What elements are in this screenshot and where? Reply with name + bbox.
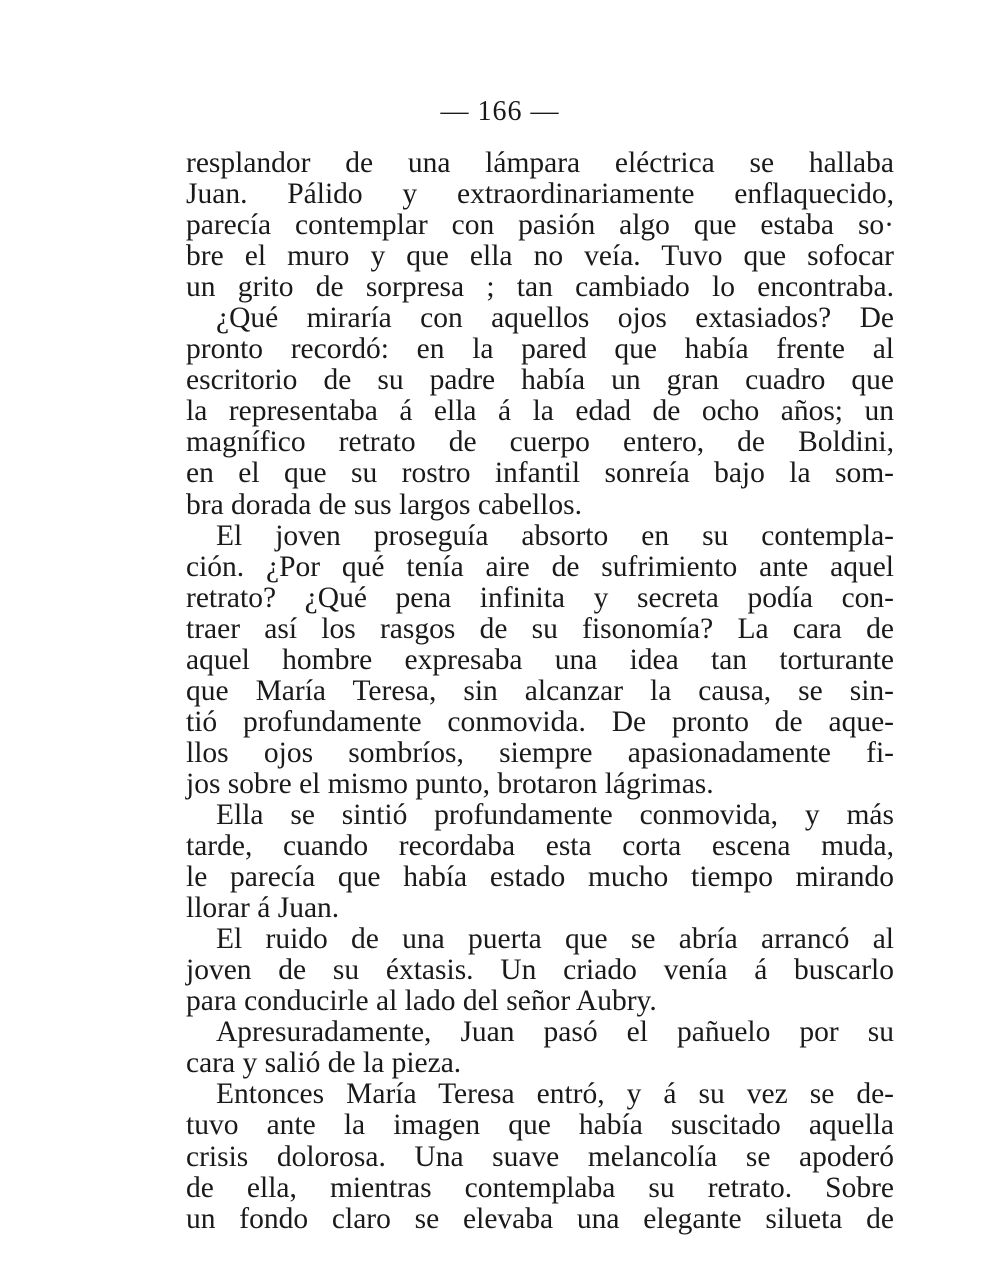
text-line: pronto recordó: en la pared que había frente al	[186, 333, 894, 366]
text-line: bra dorada de sus largos cabellos.	[186, 488, 582, 521]
text-line: joven de su éxtasis. Un criado venía á buscarlo	[186, 954, 894, 987]
text-line: resplandor de una lámpara eléctrica se hallaba	[186, 147, 894, 179]
text-line: parecía contemplar con pasión algo que estaba so·	[186, 209, 894, 242]
text-line: El ruido de una puerta que se abría arrancó al	[216, 923, 894, 956]
text-line: un fondo claro se elevaba una elegante silueta de	[186, 1202, 894, 1235]
text-line: para conducirle al lado del señor Aubry.	[186, 985, 657, 1018]
body-text	[186, 148, 894, 1235]
text-line: Apresuradamente, Juan pasó el pañuelo por su	[216, 1016, 894, 1049]
text-line: ción. ¿Por qué tenía aire de sufrimiento ante aquel	[186, 550, 894, 583]
text-line: le parecía que había estado mucho tiempo mirando	[186, 861, 894, 894]
text-line: Entonces María Teresa entró, y á su vez se de-	[216, 1078, 894, 1111]
text-line: El joven proseguía absorto en su contempla-	[216, 519, 894, 552]
page-number: — 166 —	[440, 96, 560, 127]
text-line: en el que su rostro infantil sonreía bajo la som-	[186, 457, 894, 490]
text-line: Ella se sintió profundamente conmovida, y más	[216, 798, 894, 831]
text-line: jos sobre el mismo punto, brotaron lágrimas.	[186, 767, 714, 800]
text-line: tió profundamente conmovida. De pronto de aque-	[186, 705, 894, 738]
text-line: retrato? ¿Qué pena infinita y secreta podía con-	[186, 581, 894, 614]
text-line: de ella, mientras contemplaba su retrato. Sobre	[186, 1171, 894, 1204]
text-line: magnífico retrato de cuerpo entero, de Boldini,	[186, 426, 894, 459]
text-line: tuvo ante la imagen que había suscitado aquella	[186, 1109, 894, 1142]
text-line: ¿Qué miraría con aquellos ojos extasiados? De	[216, 302, 894, 335]
text-line: escritorio de su padre había un gran cuadro que	[186, 364, 894, 397]
text-line: llos ojos sombríos, siempre apasionadamente fi-	[186, 736, 894, 769]
text-line: que María Teresa, sin alcanzar la causa, se sin-	[186, 674, 894, 707]
text-line: llorar á Juan.	[186, 892, 340, 925]
text-line: cara y salió de la pieza.	[186, 1047, 462, 1080]
text-line: la representaba á ella á la edad de ocho años; un	[186, 395, 894, 428]
text-line: bre el muro y que ella no veía. Tuvo que sofocar	[186, 240, 894, 273]
text-line: traer así los rasgos de su fisonomía? La cara de	[186, 612, 894, 645]
text-line: un grito de sorpresa ; tan cambiado lo encontraba.	[186, 271, 894, 304]
text-line: crisis dolorosa. Una suave melancolía se apoderó	[186, 1140, 894, 1173]
text-line: tarde, cuando recordaba esta corta escena muda,	[186, 830, 894, 863]
text-line: aquel hombre expresaba una idea tan torturante	[186, 643, 894, 676]
text-line: Juan. Pálido y extraordinariamente enflaquecido,	[186, 178, 894, 211]
